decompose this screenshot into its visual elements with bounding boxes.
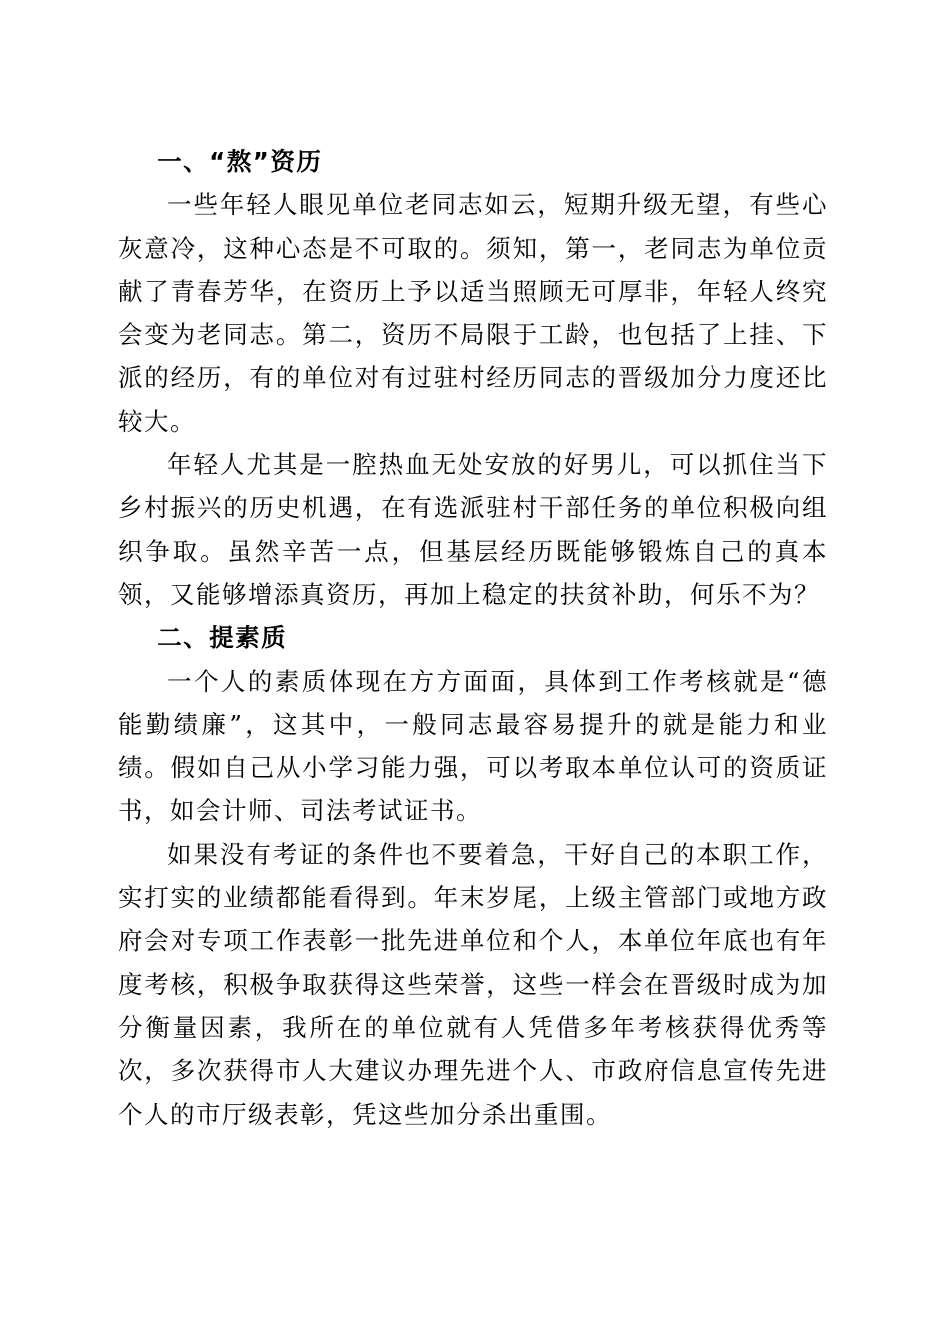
section-2-paragraph-1: 一个人的素质体现在方方面面，具体到工作考核就是“德能勤绩廉”，这其中，一般同志最容易提升的就是能力和业绩。假如自己从小学习能力强，可以考取本单位认可的资质证书，如会计师、司法考试证书。	[118, 666, 828, 826]
section-2-paragraph-2: 如果没有考证的条件也不要着急，干好自己的本职工作，实打实的业绩都能看得到。年末岁尾，上级主管部门或地方政府会对专项工作表彰一批先进单位和个人，本单位年底也有年度考核，积极争取获得这些荣誉，这些一样会在晋级时成为加分衡量因素，我所在的单位就有人凭借多年考核获得优秀等次，多次获得市人大建议办理先进个人、市政府信息宣传先进个人的市厅级表彰，凭这些加分杀出重围。	[118, 839, 828, 1129]
section-heading-2: 二、提素质	[157, 623, 288, 653]
section-1-paragraph-1: 一些年轻人眼见单位老同志如云，短期升级无望，有些心灰意冷，这种心态是不可取的。须知，第一，老同志为单位贡献了青春芳华，在资历上予以适当照顾无可厚非，年轻人终究会变为老同志。第二，资历不局限于工龄，也包括了上挂、下派的经历，有的单位对有过驻村经历同志的晋级加分力度还比较大。	[118, 190, 828, 436]
section-1-paragraph-2: 年轻人尤其是一腔热血无处安放的好男儿，可以抓住当下乡村振兴的历史机遇，在有选派驻村干部任务的单位积极向组织争取。虽然辛苦一点，但基层经历既能够锻炼自己的真本领，又能够增添真资历，再加上稳定的扶贫补助，何乐不为？	[118, 450, 828, 609]
section-heading-1: 一、“熬”资历	[157, 147, 323, 176]
document-body	[118, 140, 828, 1136]
